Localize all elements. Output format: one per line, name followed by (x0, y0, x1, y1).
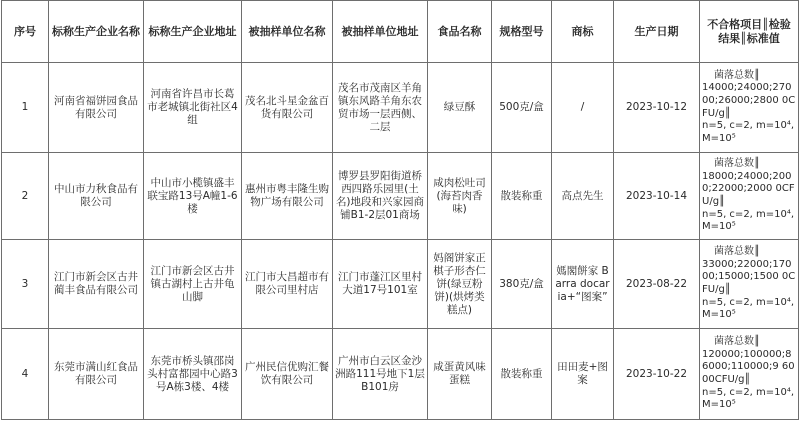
seq-cell: 3 (2, 240, 49, 329)
header-spec: 规格型号 (492, 1, 552, 63)
brand-cell: 田田麦+图案 (552, 329, 614, 420)
result-cell (700, 329, 799, 420)
production-date-cell: 2023-10-22 (614, 329, 700, 420)
result-value: 18000;24000;2000;22000;2000 0CFU/g║ (702, 170, 795, 207)
production-date-cell: 2023-08-22 (614, 240, 700, 329)
food-name-cell: 绿豆酥 (428, 63, 492, 153)
result-standard: n=5, c=2, m=10⁴, M=10⁵ (702, 296, 795, 321)
seq-cell: 2 (2, 153, 49, 240)
sampled-address-cell: 江门市蓬江区里村大道17号101室 (333, 240, 428, 329)
brand-cell: / (552, 63, 614, 153)
sampled-unit-cell: 广州民信优购汇餐饮有限公司 (242, 329, 333, 420)
result-standard: n=5, c=2, m=10⁴, M=10⁵ (702, 208, 795, 233)
brand-cell: 高点先生 (552, 153, 614, 240)
result-item: 菌落总数║ (714, 158, 761, 170)
spec-cell: 500克/盒 (492, 63, 552, 153)
spec-cell: 散装称重 (492, 329, 552, 420)
manufacturer-cell: 中山市力秋食品有限公司 (49, 153, 144, 240)
sampled-address-cell: 茂名市茂南区羊角镇东风路羊角东农贸市场一层西侧、二层 (333, 63, 428, 153)
manufacturer-cell: 东莞市满山红食品有限公司 (49, 329, 144, 420)
header-result: 不合格项目║检验结果║标准值 (700, 1, 799, 63)
result-cell (700, 153, 799, 240)
manufacturer-cell: 江门市新会区古井蔺丰食品有限公司 (49, 240, 144, 329)
manufacturer-cell: 河南省福饼园食品有限公司 (49, 63, 144, 153)
table-row (2, 240, 799, 329)
sampled-unit-cell: 江门市大昌超市有限公司里村店 (242, 240, 333, 329)
food-name-cell: 咸蛋黄风味蛋糕 (428, 329, 492, 420)
result-value: 120000;100000;86000;110000;9 6000CFU/g║ (702, 348, 795, 385)
result-item: 菌落总数║ (714, 69, 761, 81)
brand-cell: 媽閣餅家 Barra docaria+“图案” (552, 240, 614, 329)
header-production-date: 生产日期 (614, 1, 700, 63)
seq-cell: 4 (2, 329, 49, 420)
header-sampled-unit: 被抽样单位名称 (242, 1, 333, 63)
manufacturer-address-cell: 中山市小榄镇盛丰联宝路13号A幢1-6楼 (144, 153, 242, 240)
sampled-address-cell: 广州市白云区金沙洲路111号地下1层B101房 (333, 329, 428, 420)
sampling-results-table (1, 0, 799, 420)
result-value: 33000;22000;17000;15000;1500 0CFU/g║ (702, 258, 796, 295)
header-manufacturer-address: 标称生产企业地址 (144, 1, 242, 63)
table-row (2, 63, 799, 153)
sampled-unit-cell: 茂名北斗星金盆百货有限公司 (242, 63, 333, 153)
spec-cell: 散装称重 (492, 153, 552, 240)
seq-cell: 1 (2, 63, 49, 153)
manufacturer-address-cell: 江门市新会区古井镇古湖村上古井龟山脚 (144, 240, 242, 329)
result-value: 14000;24000;27000;26000;2800 0CFU/g║ (702, 82, 796, 119)
header-row (2, 1, 799, 63)
manufacturer-address-cell: 东莞市桥头镇邵岗头村富都园中心路3号A栋3楼、4楼 (144, 329, 242, 420)
result-item: 菌落总数║ (714, 336, 761, 348)
header-seq: 序号 (2, 1, 49, 63)
sampled-unit-cell: 惠州市粤丰隆生购物广场有限公司 (242, 153, 333, 240)
result-cell (700, 240, 799, 329)
header-food-name: 食品名称 (428, 1, 492, 63)
table-row (2, 329, 799, 420)
table-row (2, 153, 799, 240)
result-item: 菌落总数║ (714, 246, 761, 258)
food-name-cell: 咸肉松吐司(海苔肉香味) (428, 153, 492, 240)
sampled-address-cell: 博罗县罗阳街道桥西四路乐园里(土名)地段和兴家园商铺B1-2层01商场 (333, 153, 428, 240)
production-date-cell: 2023-10-14 (614, 153, 700, 240)
header-brand: 商标 (552, 1, 614, 63)
result-cell (700, 63, 799, 153)
spec-cell: 380克/盒 (492, 240, 552, 329)
manufacturer-address-cell: 河南省许昌市长葛市老城镇北街社区4组 (144, 63, 242, 153)
header-manufacturer: 标称生产企业名称 (49, 1, 144, 63)
production-date-cell: 2023-10-12 (614, 63, 700, 153)
result-standard: n=5, c=2, m=10⁴, M=10⁵ (702, 386, 795, 411)
result-standard: n=5, c=2, m=10⁴, M=10⁵ (702, 120, 795, 144)
food-name-cell: 妈阁饼家正棋子形杏仁饼(绿豆粉饼)(烘烤类糕点) (428, 240, 492, 329)
header-sampled-address: 被抽样单位地址 (333, 1, 428, 63)
